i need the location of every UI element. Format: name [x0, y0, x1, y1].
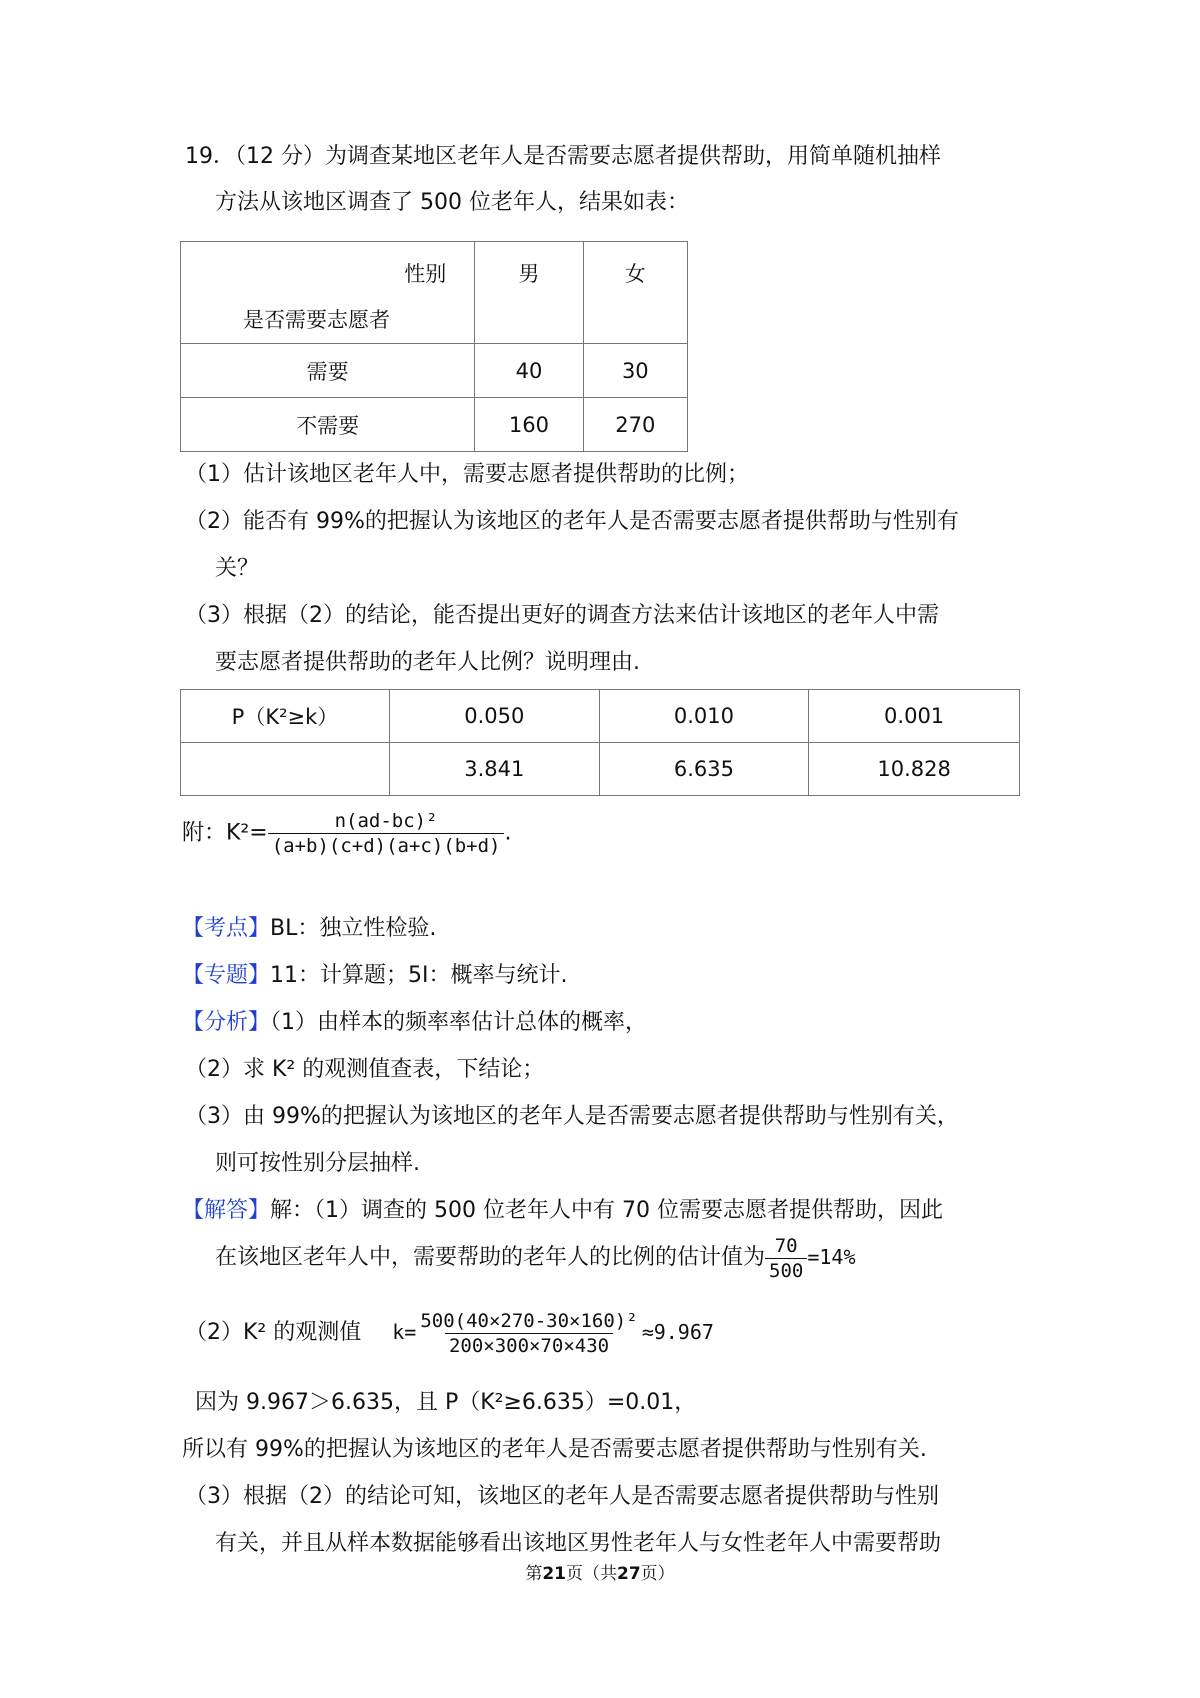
part-3-line-2: 要志愿者提供帮助的老年人比例？说明理由.	[215, 650, 640, 675]
zhuanti-tag: 【专题】	[182, 963, 271, 988]
kaodian-text: BL：独立性检验.	[270, 916, 437, 941]
fraction-denominator: 500	[765, 1258, 807, 1282]
proportion-result: =14%	[807, 1245, 856, 1269]
header-female: 女	[583, 242, 687, 344]
part-3-line-1: （3）根据（2）的结论，能否提出更好的调查方法来估计该地区的老年人中需	[185, 603, 939, 628]
k-value-cell: 10.828	[809, 743, 1020, 796]
question-line-2: 方法从该地区调查了 500 位老年人，结果如表：	[215, 190, 689, 215]
footer-pre: 第	[525, 1564, 543, 1584]
cell-female: 30	[583, 344, 687, 398]
zhuanti-text: 11：计算题；5I：概率与统计.	[270, 963, 568, 988]
zhuanti-line	[182, 961, 568, 991]
footer-total-pages: 27	[617, 1564, 641, 1584]
critical-value-table	[180, 689, 1020, 796]
solution-text-2: 在该地区老年人中，需要帮助的老年人的比例的估计值为	[215, 1245, 766, 1270]
p-value-cell: 0.010	[599, 690, 809, 743]
k-fraction-numerator: 500(40×270-30×160)²	[420, 1309, 638, 1332]
table-row	[181, 398, 688, 452]
k-header-cell	[181, 743, 390, 796]
fraction-numerator: 70	[774, 1234, 798, 1257]
question-line-1: 19．（12 分）为调查某地区老年人是否需要志愿者提供帮助，用简单随机抽样	[185, 144, 941, 169]
row-label: 不需要	[181, 398, 475, 452]
cell-male: 40	[475, 344, 583, 398]
solution-text-3: （2）K² 的观测值	[185, 1320, 362, 1345]
part-1: （1）估计该地区老年人中，需要志愿者提供帮助的比例；	[185, 462, 749, 487]
row-label: 需要	[181, 344, 475, 398]
survey-table	[180, 241, 688, 452]
k-fraction-denominator: 200×300×70×430	[445, 1333, 613, 1357]
kaodian-line	[182, 914, 436, 944]
fenxi-text-1: （1）由样本的频率率估计总体的概率，	[270, 1010, 648, 1035]
p-value-cell: 0.050	[389, 690, 599, 743]
part-2-line-2: 关？	[215, 556, 260, 581]
corner-top-label: 性别	[404, 262, 447, 286]
solution-line-4: 因为 9.967＞6.635，且 P（K²≥6.635）=0.01，	[195, 1390, 697, 1415]
k2-formula-fraction	[268, 810, 505, 857]
footer-post: 页）	[640, 1564, 675, 1584]
solution-line-3	[185, 1308, 714, 1357]
appendix-prefix: 附：K²=	[182, 820, 268, 846]
table-row	[181, 344, 688, 398]
header-male: 男	[475, 242, 583, 344]
solution-tag: 【解答】	[182, 1198, 271, 1223]
cell-female: 270	[583, 398, 687, 452]
formula-numerator: n(ad-bc)²	[334, 810, 438, 832]
solution-text-1: 解：（1）调查的 500 位老年人中有 70 位需要志愿者提供帮助，因此	[270, 1198, 943, 1223]
k-observed-fraction	[416, 1310, 641, 1357]
footer-page-number: 21	[542, 1564, 566, 1584]
cell-male: 160	[475, 398, 583, 452]
fenxi-line-4: 则可按性别分层抽样.	[215, 1151, 420, 1176]
solution-line-7: 有关，并且从样本数据能够看出该地区男性老年人与女性老年人中需要帮助	[215, 1531, 942, 1556]
k-value-cell: 6.635	[599, 743, 809, 796]
formula-denominator: (a+b)(c+d)(a+c)(b+d)	[268, 833, 505, 857]
p-header-cell: P（K²≥k）	[181, 690, 390, 743]
fenxi-line	[182, 1008, 647, 1038]
k-observed-result: ≈9.967	[641, 1320, 714, 1344]
table-corner-cell	[181, 242, 475, 344]
k-value-cell: 3.841	[389, 743, 599, 796]
part-2-line-1: （2）能否有 99%的把握认为该地区的老年人是否需要志愿者提供帮助与性别有	[185, 509, 959, 534]
fenxi-tag: 【分析】	[182, 1010, 271, 1035]
corner-bottom-label: 是否需要志愿者	[243, 308, 390, 332]
proportion-fraction	[765, 1235, 807, 1282]
footer-mid: 页（共	[566, 1564, 617, 1584]
k-prefix: k=	[392, 1320, 417, 1344]
solution-line-6: （3）根据（2）的结论可知，该地区的老年人是否需要志愿者提供帮助与性别	[185, 1484, 939, 1509]
p-value-cell: 0.001	[809, 690, 1020, 743]
fenxi-line-2: （2）求 K² 的观测值查表，下结论；	[185, 1057, 545, 1082]
page-footer	[0, 1559, 1200, 1584]
solution-line-5: 所以有 99%的把握认为该地区的老年人是否需要志愿者提供帮助与性别有关.	[182, 1437, 927, 1462]
solution-line-2	[215, 1233, 856, 1282]
appendix-suffix: .	[504, 820, 512, 846]
fenxi-line-3: （3）由 99%的把握认为该地区的老年人是否需要志愿者提供帮助与性别有关，	[185, 1104, 959, 1129]
solution-line-1	[182, 1196, 943, 1226]
appendix-formula	[182, 810, 511, 857]
kaodian-tag: 【考点】	[182, 916, 271, 941]
